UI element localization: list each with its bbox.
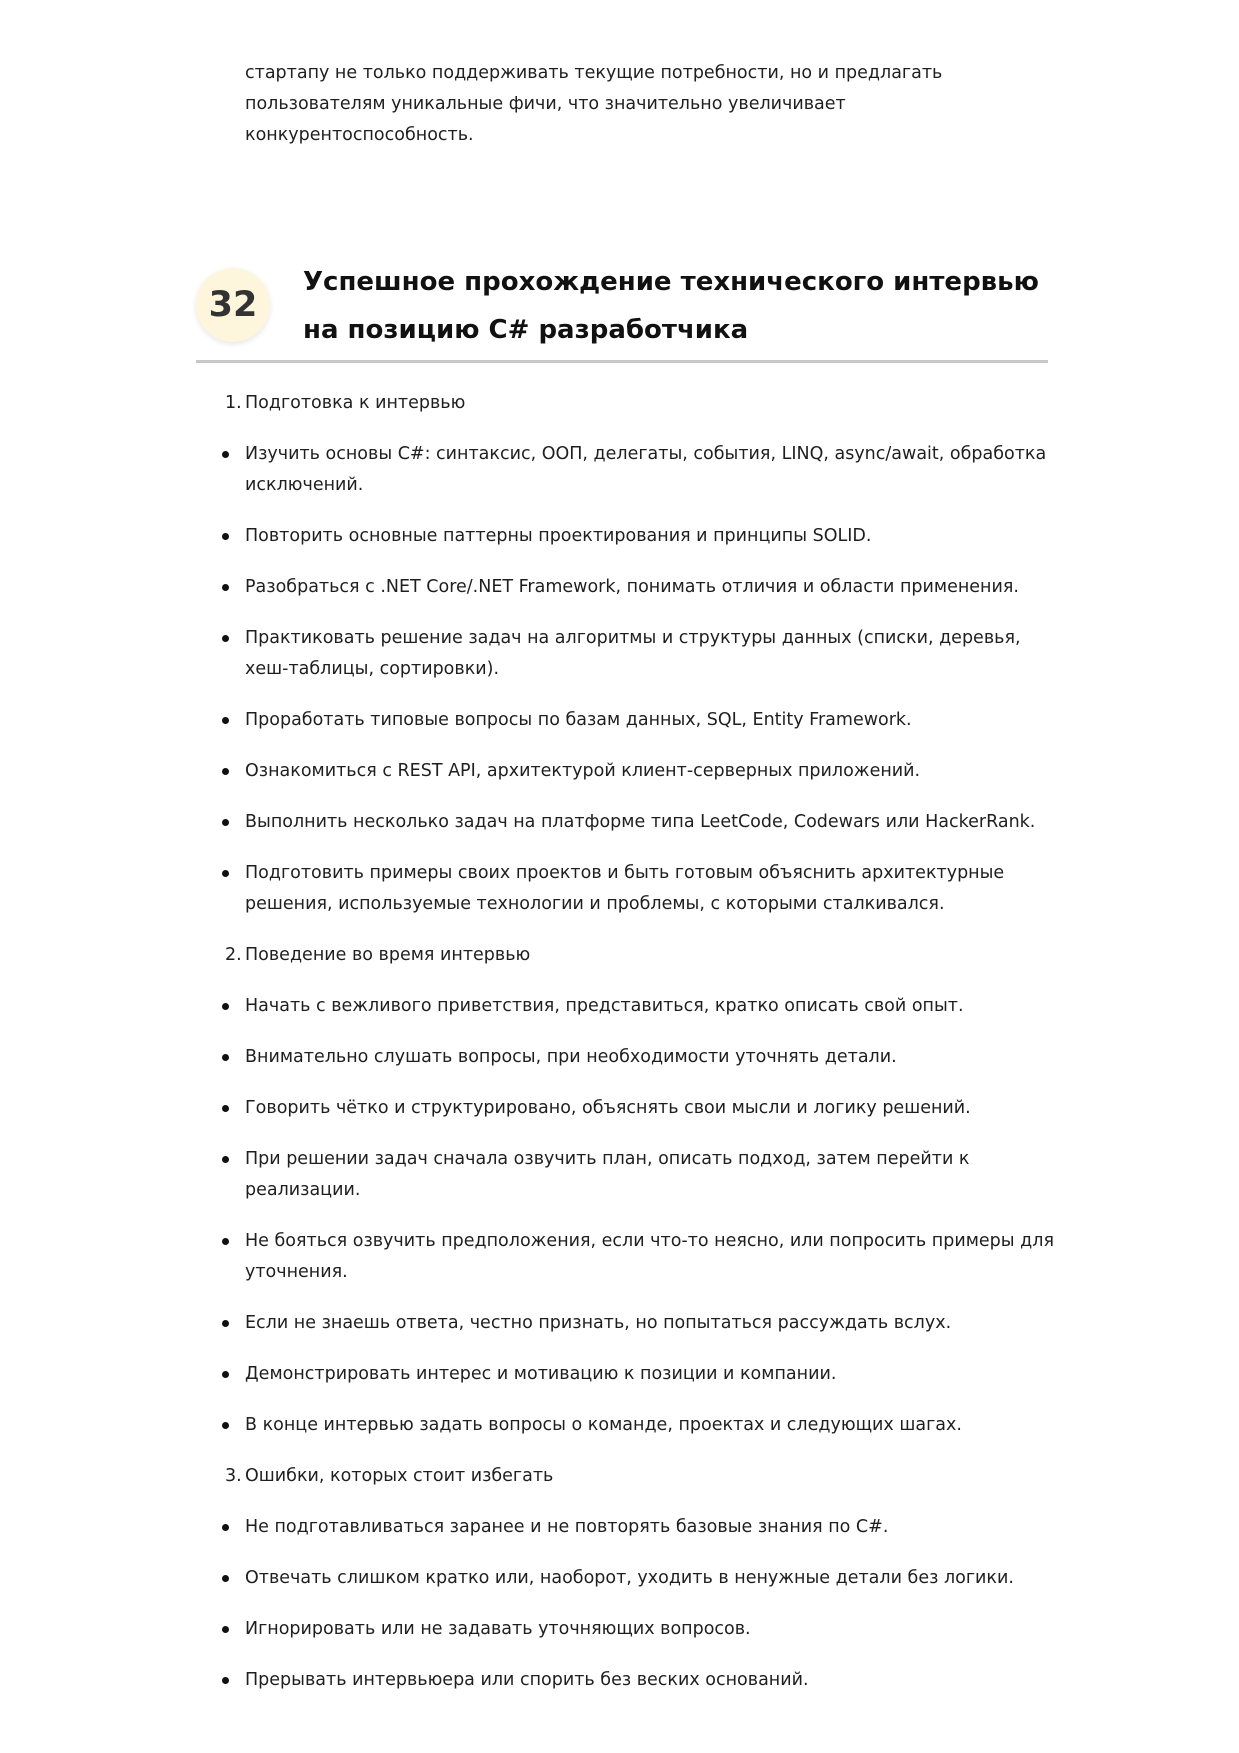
section-number: 1.: [225, 393, 242, 413]
section-heading-text: Ошибки, которых стоит избегать: [245, 1466, 554, 1486]
section-heading-text: Подготовка к интервью: [245, 393, 466, 413]
list-item: [196, 1359, 1056, 1390]
bullet-icon: [222, 1105, 229, 1112]
bullet-icon: [222, 1054, 229, 1061]
list-item: [196, 756, 1056, 787]
list-item: [196, 1308, 1056, 1339]
bullet-icon: [222, 1677, 229, 1684]
list-item-text: Если не знаешь ответа, честно признать, но попытаться рассуждать вслух.: [245, 1313, 952, 1333]
list-item-text: Повторить основные паттерны проектирования и принципы SOLID.: [245, 526, 872, 546]
section-heading-behavior: [196, 940, 1056, 971]
list-item-text: Говорить чётко и структурировано, объяснять свои мысли и логику решений.: [245, 1098, 971, 1118]
list-item-text: Проработать типовые вопросы по базам данных, SQL, Entity Framework.: [245, 710, 912, 730]
list-item-text: Игнорировать или не задавать уточняющих вопросов.: [245, 1619, 751, 1639]
list-item: [196, 1144, 1056, 1206]
list-item: [196, 521, 1056, 552]
list-item: [196, 1665, 1056, 1696]
list-item: [196, 439, 1056, 501]
section-heading-text: Поведение во время интервью: [245, 945, 531, 965]
bullet-icon: [222, 768, 229, 775]
bullet-icon: [222, 1626, 229, 1633]
bullet-icon: [222, 819, 229, 826]
chapter-number-badge: 32: [196, 268, 270, 342]
list-item-text: Не бояться озвучить предположения, если что-то неясно, или попросить примеры для уточнения.: [245, 1231, 1054, 1282]
list-item: [196, 807, 1056, 838]
bullet-icon: [222, 635, 229, 642]
list-item: [196, 1410, 1056, 1441]
bullet-icon: [222, 870, 229, 877]
list-item: [196, 1614, 1056, 1645]
list-item-text: Выполнить несколько задач на платформе типа LeetCode, Codewars или HackerRank.: [245, 812, 1036, 832]
bullet-icon: [222, 451, 229, 458]
chapter-content: [196, 388, 1056, 1716]
chapter-header: [196, 254, 1048, 363]
bullet-icon: [222, 1238, 229, 1245]
list-item-text: Ознакомиться с REST API, архитектурой клиент-серверных приложений.: [245, 761, 921, 781]
bullet-icon: [222, 1524, 229, 1531]
list-item-text: Отвечать слишком кратко или, наоборот, уходить в ненужные детали без логики.: [245, 1568, 1014, 1588]
list-item-text: Внимательно слушать вопросы, при необходимости уточнять детали.: [245, 1047, 897, 1067]
list-item: [196, 1512, 1056, 1543]
list-item-text: При решении задач сначала озвучить план, описать подход, затем перейти к реализации.: [245, 1149, 970, 1200]
section-heading-preparation: [196, 388, 1056, 419]
bullet-icon: [222, 1422, 229, 1429]
bullet-icon: [222, 1156, 229, 1163]
list-item-text: Подготовить примеры своих проектов и быть готовым объяснить архитектурные решения, используемые технологии и проблемы, с которыми сталкивался.: [245, 863, 1005, 914]
section-number: 3.: [225, 1466, 242, 1486]
list-item: [196, 705, 1056, 736]
section-heading-mistakes: [196, 1461, 1056, 1492]
chapter-title: Успешное прохождение технического интервью на позицию C# разработчика: [303, 267, 1039, 345]
list-item: [196, 1093, 1056, 1124]
list-item: [196, 991, 1056, 1022]
list-item-text: Начать с вежливого приветствия, представиться, кратко описать свой опыт.: [245, 996, 964, 1016]
list-item: [196, 1042, 1056, 1073]
list-item-text: Демонстрировать интерес и мотивацию к позиции и компании.: [245, 1364, 837, 1384]
list-item-text: Разобраться с .NET Core/.NET Framework, понимать отличия и области применения.: [245, 577, 1019, 597]
list-item: [196, 623, 1056, 685]
list-item-text: В конце интервью задать вопросы о команде, проектах и следующих шагах.: [245, 1415, 962, 1435]
list-item: [196, 572, 1056, 603]
bullet-icon: [222, 1320, 229, 1327]
intro-paragraph: стартапу не только поддерживать текущие потребности, но и предлагать пользователям уникальные фичи, что значительно увеличивает конкурентоспособность.: [245, 63, 943, 145]
list-item: [196, 858, 1056, 920]
bullet-icon: [222, 584, 229, 591]
list-item: [196, 1226, 1056, 1288]
bullet-icon: [222, 1575, 229, 1582]
bullet-icon: [222, 1003, 229, 1010]
list-item-text: Практиковать решение задач на алгоритмы и структуры данных (списки, деревья, хеш-таблицы, сортировки).: [245, 628, 1021, 679]
bullet-icon: [222, 1371, 229, 1378]
section-number: 2.: [225, 945, 242, 965]
list-item: [196, 1563, 1056, 1594]
bullet-icon: [222, 717, 229, 724]
bullet-icon: [222, 533, 229, 540]
list-item-text: Изучить основы C#: синтаксис, ООП, делегаты, события, LINQ, async/await, обработка исключений.: [245, 444, 1047, 495]
list-item-text: Прерывать интервьюера или спорить без веских оснований.: [245, 1670, 809, 1690]
list-item-text: Не подготавливаться заранее и не повторять базовые знания по C#.: [245, 1517, 889, 1537]
